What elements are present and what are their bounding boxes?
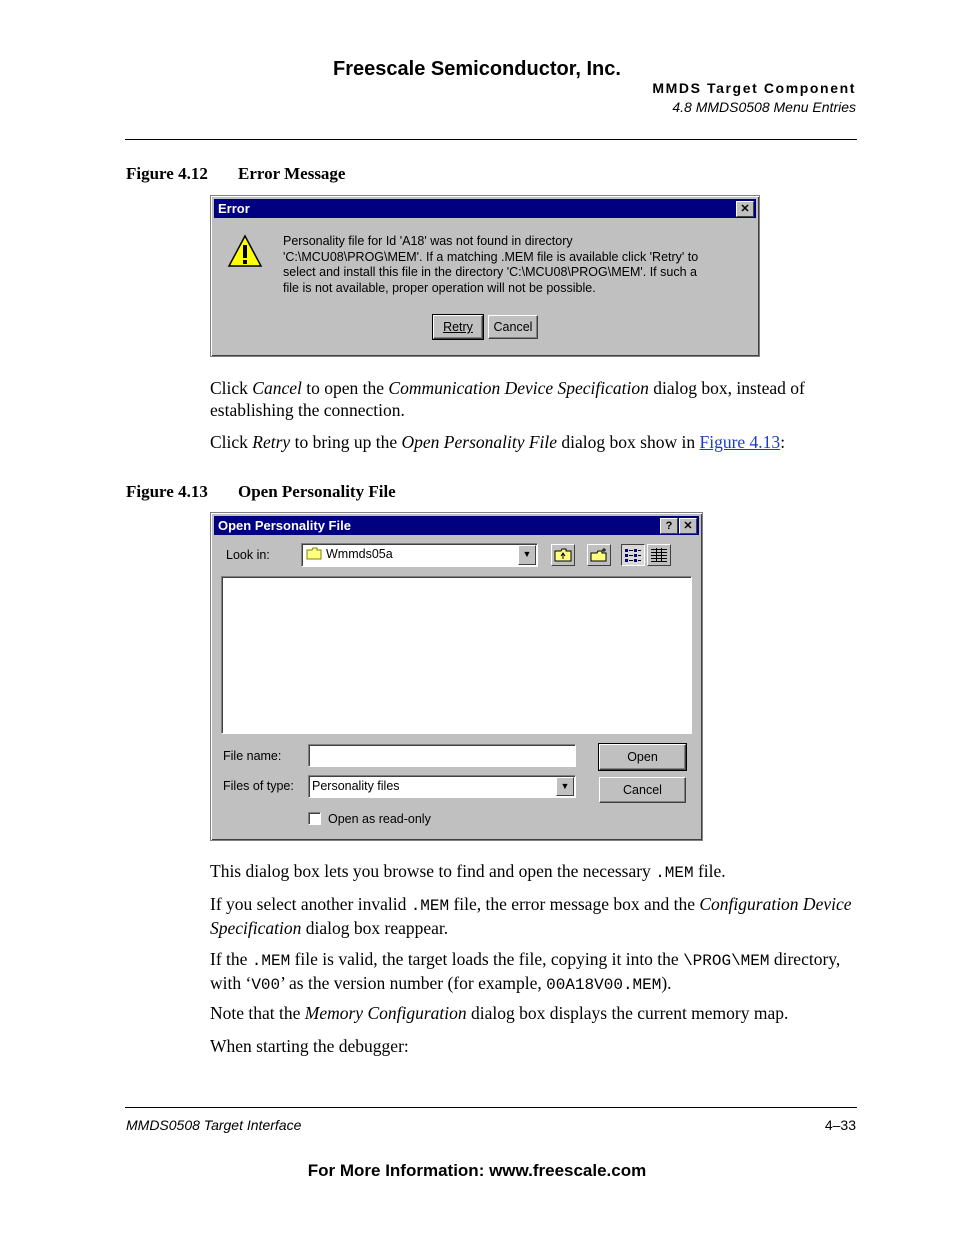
section-title: MMDS Target Component	[652, 80, 856, 96]
look-in-value: Wmmds05a	[326, 547, 393, 561]
open-dialog-titlebar	[214, 516, 699, 535]
open-button[interactable]: Open	[599, 744, 686, 770]
new-folder-icon[interactable]	[587, 544, 611, 566]
text: Note that the	[210, 1003, 305, 1023]
footer-document-title: MMDS0508 Target Interface	[126, 1117, 302, 1133]
figure-title: Open Personality File	[238, 482, 396, 501]
text: file.	[693, 861, 726, 881]
folder-icon	[306, 547, 322, 559]
text: When starting the debugger:	[210, 1036, 409, 1056]
text: This dialog box lets you browse to find and open the necessary	[210, 861, 656, 881]
error-message-line: Personality file for Id 'A18' was not found in directory	[283, 234, 573, 248]
error-message	[283, 234, 743, 296]
text: If you select another invalid	[210, 894, 411, 914]
text-italic: Communication Device Specification	[388, 378, 649, 398]
open-personality-file-dialog	[210, 512, 703, 841]
error-message-line: select and install this file in the directory 'C:\MCU08\PROG\MEM'. If such a	[283, 265, 697, 279]
text: If the	[210, 949, 252, 969]
text-italic: Retry	[252, 432, 291, 452]
text-italic: Memory Configuration	[304, 1003, 467, 1023]
figure-label: Figure 4.12	[126, 164, 208, 183]
list-view-icon[interactable]	[621, 544, 645, 566]
open-dialog-title: Open Personality File	[218, 518, 351, 533]
figure-label: Figure 4.13	[126, 482, 208, 501]
read-only-checkbox[interactable]	[308, 812, 321, 825]
code: .MEM	[251, 952, 291, 970]
files-of-type-dropdown[interactable]	[308, 775, 576, 798]
file-name-input[interactable]	[308, 744, 576, 767]
paragraph-browse	[210, 860, 860, 884]
code: .MEM	[410, 897, 450, 915]
text-italic: Open Personality File	[401, 432, 558, 452]
text: to open the	[301, 378, 389, 398]
figure-title: Error Message	[238, 164, 346, 183]
error-dialog-titlebar	[214, 199, 756, 218]
cancel-button[interactable]: Cancel	[488, 315, 538, 339]
text: Click	[210, 378, 253, 398]
paragraph-memory	[210, 1002, 860, 1024]
file-name-label: File name:	[223, 749, 282, 763]
retry-button-label: Retry	[443, 320, 473, 334]
figure-4-13-caption	[126, 482, 396, 502]
text-italic: Cancel	[252, 378, 302, 398]
chevron-down-icon[interactable]: ▼	[518, 545, 536, 565]
read-only-label: Open as read-only	[328, 812, 431, 826]
code: \PROG\MEM	[683, 952, 770, 970]
file-list[interactable]	[221, 576, 692, 734]
paragraph-retry	[210, 431, 860, 453]
text: dialog box, instead of establishing the connection.	[210, 378, 805, 420]
error-dialog-title: Error	[218, 201, 250, 216]
files-of-type-value: Personality files	[312, 779, 400, 793]
text: ).	[661, 973, 672, 993]
header-rule	[125, 139, 857, 140]
help-icon[interactable]: ?	[660, 518, 678, 534]
chevron-down-icon[interactable]: ▼	[556, 777, 574, 796]
paragraph-cancel	[210, 377, 860, 421]
text: dialog box displays the current memory map.	[466, 1003, 789, 1023]
text: dialog box reappear.	[301, 918, 449, 938]
look-in-dropdown[interactable]	[301, 543, 538, 567]
warning-icon	[227, 234, 263, 268]
close-icon[interactable]: ✕	[736, 201, 754, 217]
figure-4-13-link[interactable]: Figure 4.13	[699, 432, 781, 452]
text: dialog box show in	[557, 432, 700, 452]
text: file is valid, the target loads the file, copying it into the	[290, 949, 684, 969]
text: Click	[210, 432, 253, 452]
figure-4-12-caption	[126, 164, 345, 184]
company-name: Freescale Semiconductor, Inc.	[333, 58, 621, 80]
text: file, the error message box and the	[449, 894, 700, 914]
text: directory, with ‘	[210, 949, 841, 993]
error-message-line: file is not available, proper operation will not be possible.	[283, 280, 596, 295]
error-dialog	[210, 195, 760, 357]
text: ’ as the version number (for example,	[280, 973, 547, 993]
code: V00	[251, 976, 281, 994]
code: .MEM	[655, 864, 694, 882]
code: 00A18V00.MEM	[546, 976, 662, 994]
more-info-footer[interactable]: For More Information: www.freescale.com	[307, 1161, 647, 1180]
details-view-icon[interactable]	[647, 544, 671, 566]
footer-rule	[125, 1107, 857, 1108]
text: to bring up the	[290, 432, 402, 452]
cancel-button[interactable]: Cancel	[599, 777, 686, 803]
paragraph-valid	[210, 948, 860, 996]
files-of-type-label: Files of type:	[223, 779, 294, 793]
error-message-line: 'C:\MCU08\PROG\MEM'. If a matching .MEM file is available click 'Retry' to	[283, 249, 699, 264]
close-icon[interactable]: ✕	[679, 518, 697, 534]
paragraph-invalid	[210, 893, 860, 939]
up-folder-icon[interactable]	[551, 544, 575, 566]
paragraph-debugger	[210, 1035, 860, 1057]
retry-button[interactable]	[433, 315, 483, 339]
text-italic: Configuration Device Specification	[210, 894, 852, 938]
look-in-label: Look in:	[226, 548, 270, 562]
subsection-title: 4.8 MMDS0508 Menu Entries	[672, 99, 856, 115]
page-number: 4–33	[824, 1117, 856, 1133]
text: :	[780, 432, 786, 452]
